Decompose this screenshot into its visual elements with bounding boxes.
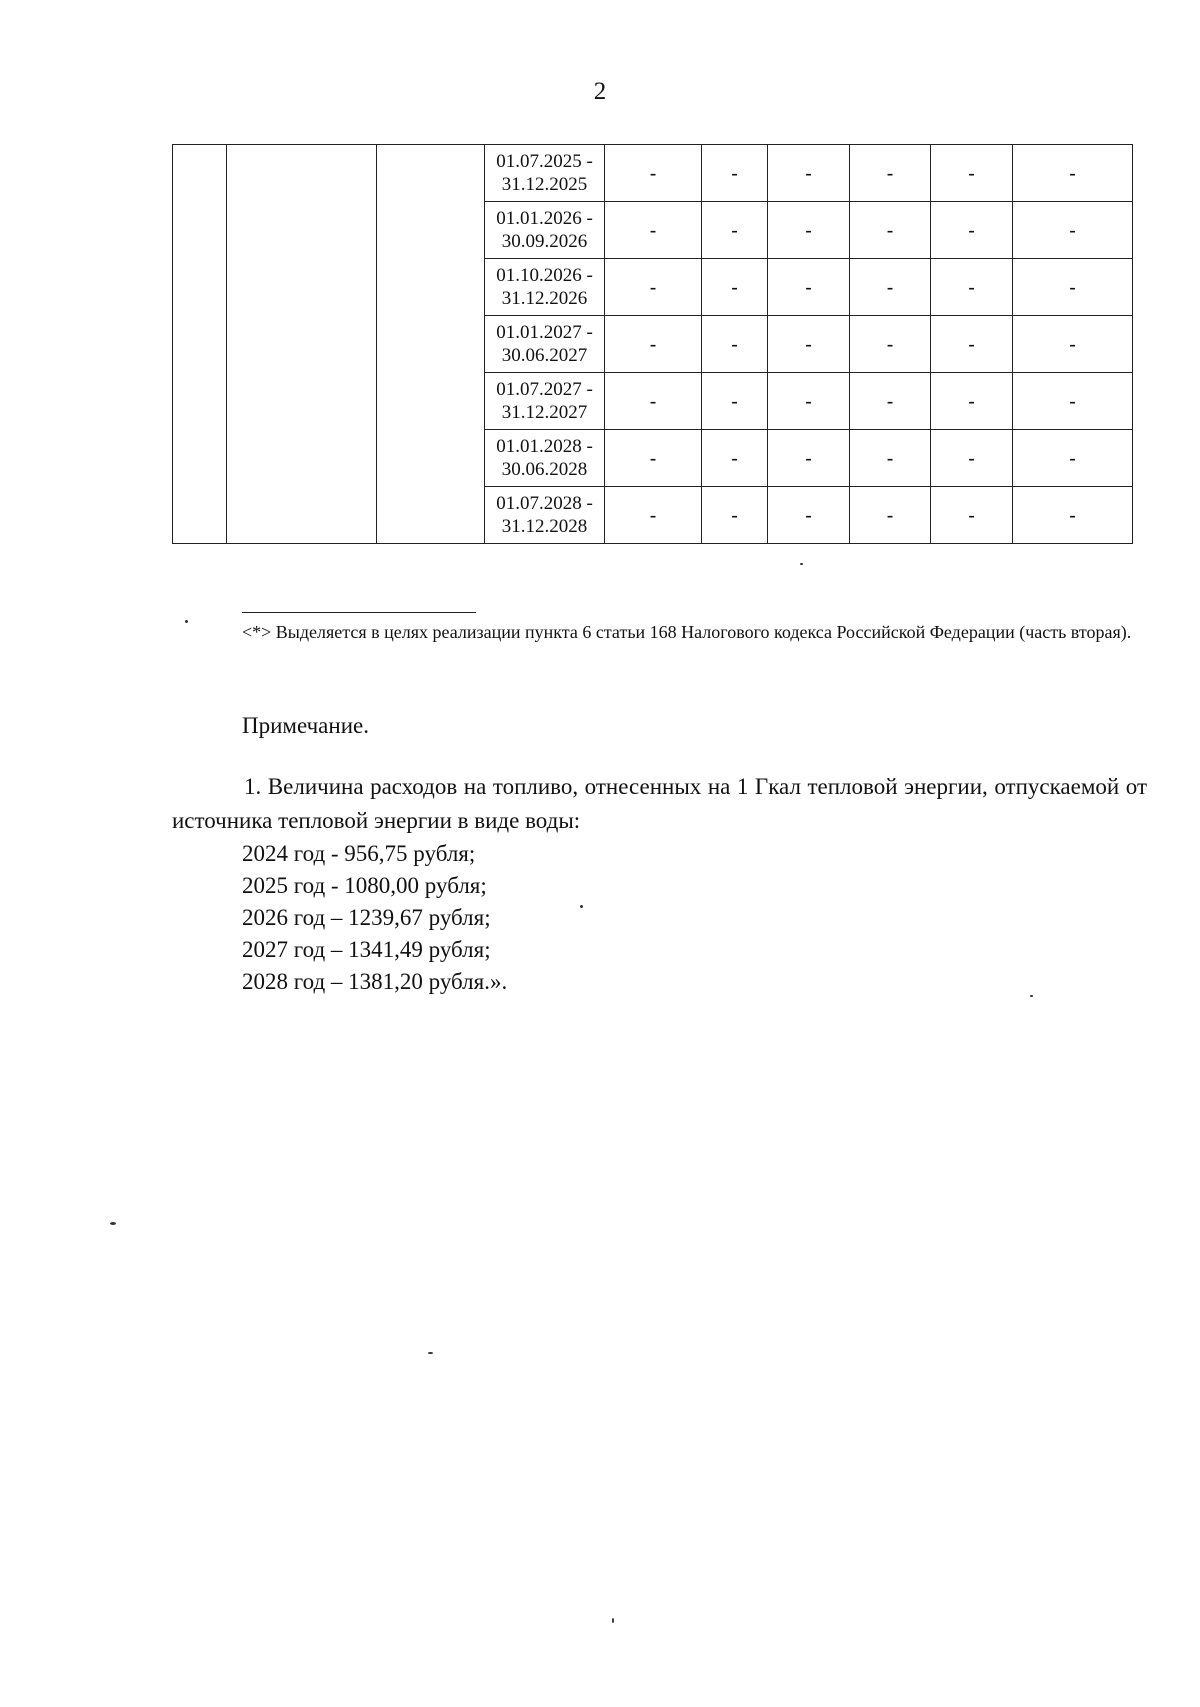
empty-cell (173, 202, 227, 259)
empty-cell (227, 316, 377, 373)
value-cell: - (1013, 145, 1133, 202)
period-cell: 01.07.2027 - 31.12.2027 (485, 373, 605, 430)
empty-cell (227, 259, 377, 316)
value-cell: - (605, 145, 702, 202)
table-row (173, 487, 1133, 544)
value-cell: - (931, 145, 1013, 202)
empty-cell (377, 145, 485, 202)
empty-cell (227, 145, 377, 202)
value-cell: - (931, 487, 1013, 544)
value-cell: - (931, 202, 1013, 259)
page-number: 2 (593, 78, 607, 105)
value-cell: - (768, 202, 850, 259)
table-row (173, 202, 1133, 259)
empty-cell (173, 145, 227, 202)
empty-cell (173, 487, 227, 544)
value-cell: - (702, 259, 768, 316)
value-cell: - (1013, 259, 1133, 316)
footnote-separator (242, 612, 476, 613)
value-cell: - (850, 259, 931, 316)
tariff-table (172, 144, 1133, 544)
period-cell: 01.01.2027 - 30.06.2027 (485, 316, 605, 373)
scan-speck (428, 1352, 433, 1354)
period-cell: 01.01.2028 - 30.06.2028 (485, 430, 605, 487)
value-cell: - (850, 316, 931, 373)
value-cell: - (702, 373, 768, 430)
scan-speck (800, 563, 803, 565)
value-cell: - (1013, 202, 1133, 259)
note-heading: Примечание. (242, 713, 369, 738)
value-cell: - (605, 430, 702, 487)
fuel-cost-item: 2025 год - 1080,00 рубля; (242, 873, 487, 898)
empty-cell (377, 259, 485, 316)
value-cell: - (702, 145, 768, 202)
value-cell: - (931, 430, 1013, 487)
value-cell: - (850, 430, 931, 487)
table-row (173, 259, 1133, 316)
value-cell: - (702, 202, 768, 259)
period-cell: 01.01.2026 - 30.09.2026 (485, 202, 605, 259)
value-cell: - (768, 145, 850, 202)
value-cell: - (1013, 316, 1133, 373)
scan-speck (580, 905, 583, 908)
value-cell: - (605, 202, 702, 259)
empty-cell (173, 259, 227, 316)
value-cell: - (605, 259, 702, 316)
scan-speck (1030, 995, 1033, 997)
fuel-cost-item: 2026 год – 1239,67 рубля; (242, 905, 491, 930)
empty-cell (377, 373, 485, 430)
empty-cell (227, 373, 377, 430)
empty-cell (377, 487, 485, 544)
period-cell: 01.07.2028 - 31.12.2028 (485, 487, 605, 544)
scan-speck (185, 620, 188, 623)
empty-cell (173, 373, 227, 430)
table-row (173, 145, 1133, 202)
value-cell: - (850, 145, 931, 202)
value-cell: - (702, 430, 768, 487)
scan-speck (612, 1618, 614, 1623)
note-paragraph: 1. Величина расходов на топливо, отнесенных на 1 Гкал тепловой энергии, отпускаемой от источника тепловой энергии в виде воды: (172, 774, 1147, 833)
empty-cell (227, 202, 377, 259)
empty-cell (377, 316, 485, 373)
table-row (173, 316, 1133, 373)
value-cell: - (931, 373, 1013, 430)
table-row (173, 373, 1133, 430)
table-row (173, 430, 1133, 487)
value-cell: - (1013, 373, 1133, 430)
empty-cell (227, 487, 377, 544)
value-cell: - (768, 430, 850, 487)
value-cell: - (1013, 487, 1133, 544)
empty-cell (173, 430, 227, 487)
scan-speck (110, 1222, 116, 1225)
empty-cell (173, 316, 227, 373)
fuel-cost-item: 2024 год - 956,75 рубля; (242, 841, 476, 866)
period-cell: 01.10.2026 - 31.12.2026 (485, 259, 605, 316)
value-cell: - (850, 487, 931, 544)
value-cell: - (768, 373, 850, 430)
fuel-cost-list (242, 838, 507, 998)
period-cell: 01.07.2025 - 31.12.2025 (485, 145, 605, 202)
value-cell: - (931, 316, 1013, 373)
value-cell: - (850, 202, 931, 259)
value-cell: - (768, 316, 850, 373)
fuel-cost-item: 2027 год – 1341,49 рубля; (242, 937, 491, 962)
value-cell: - (768, 487, 850, 544)
value-cell: - (605, 316, 702, 373)
fuel-cost-item: 2028 год – 1381,20 рубля.». (242, 969, 508, 994)
empty-cell (377, 202, 485, 259)
empty-cell (377, 430, 485, 487)
value-cell: - (605, 373, 702, 430)
value-cell: - (1013, 430, 1133, 487)
footnote-text: <*> Выделяется в целях реализации пункта 6 статьи 168 Налогового кодекса Российской Федерации (часть вторая). (242, 622, 1132, 642)
value-cell: - (850, 373, 931, 430)
empty-cell (227, 430, 377, 487)
value-cell: - (702, 316, 768, 373)
value-cell: - (768, 259, 850, 316)
value-cell: - (702, 487, 768, 544)
value-cell: - (605, 487, 702, 544)
value-cell: - (931, 259, 1013, 316)
